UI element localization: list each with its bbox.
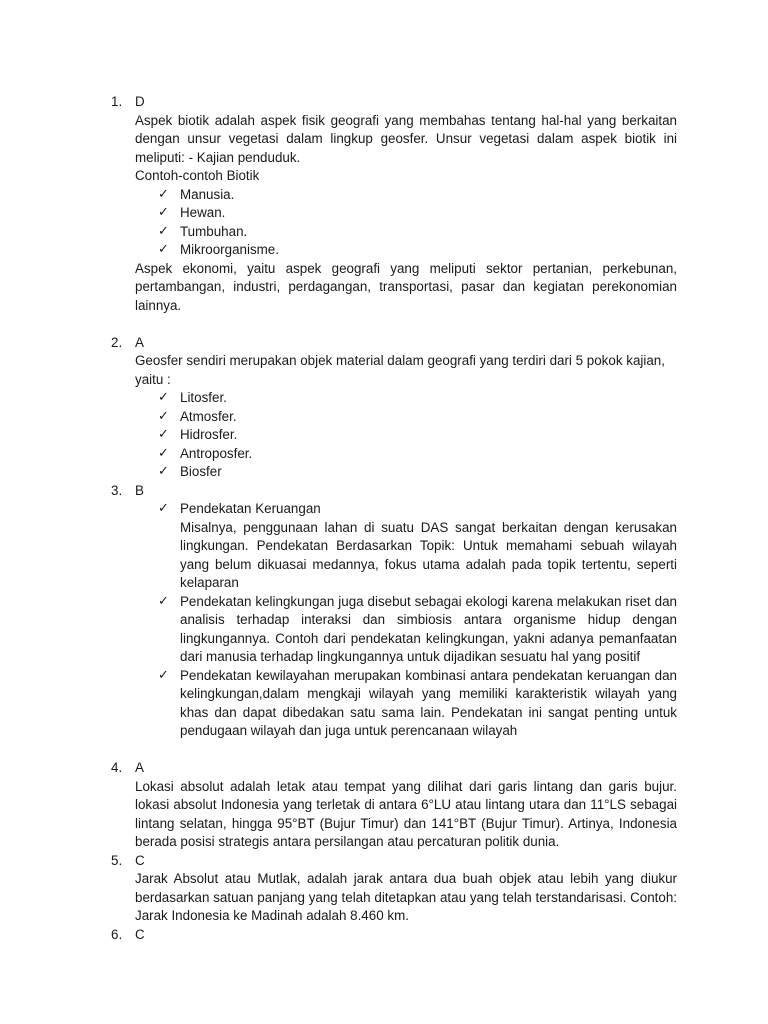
checkmark-icon: ✓ <box>158 223 169 239</box>
checkmark-icon: ✓ <box>158 501 169 516</box>
examples-heading: Contoh-contoh Biotik <box>135 168 260 183</box>
list-item <box>158 500 677 593</box>
approach-title: Pendekatan Keruangan <box>180 501 321 516</box>
item-number: 2. <box>111 334 123 350</box>
answer-letter: A <box>135 334 144 350</box>
checkmark-icon: ✓ <box>158 390 169 405</box>
approach-list <box>135 500 677 741</box>
list-item: ✓ Mikroorganisme. <box>180 241 677 260</box>
list-item: ✓ Atmosfer. <box>180 408 677 427</box>
checkmark-icon: ✓ <box>158 667 169 683</box>
explanation-paragraph: Jarak Absolut atau Mutlak, adalah jarak antara dua buah objek atau lebih yang diukur berdasarkan satuan panjang yang telah ditetapkan atau yang telah terstandarisasi. Contoh: Jarak Indonesia ke Madinah adalah 8.460 km. <box>135 871 677 923</box>
checkmark-icon: ✓ <box>158 408 169 424</box>
answer-item-1 <box>111 93 677 315</box>
answer-letter: D <box>135 94 145 109</box>
list-item <box>158 593 677 667</box>
checkmark-icon: ✓ <box>158 186 169 202</box>
item-number: 5. <box>111 852 123 868</box>
checkmark-icon: ✓ <box>158 593 169 609</box>
answer-item-5 <box>111 852 677 926</box>
answer-item-4 <box>111 759 677 852</box>
answer-letter: A <box>135 760 144 775</box>
checkmark-icon: ✓ <box>158 445 169 461</box>
list-item: ✓ Antroposfer. <box>180 445 677 464</box>
answer-item-2 <box>111 334 677 482</box>
list-item <box>158 667 677 741</box>
list-item: ✓ Hewan. <box>180 204 677 223</box>
list-item: ✓ Hidrosfer. <box>180 426 677 445</box>
answer-letter: C <box>135 926 145 942</box>
checklist <box>135 186 677 260</box>
list-item: ✓ Litosfer. <box>180 389 677 408</box>
list-item: ✓ Manusia. <box>180 186 677 205</box>
answer-letter: B <box>135 482 144 498</box>
answer-key-list <box>111 93 677 944</box>
list-item: ✓ Tumbuhan. <box>180 223 677 242</box>
checkmark-icon: ✓ <box>158 464 169 479</box>
answer-item-3 <box>111 482 677 741</box>
checkmark-icon: ✓ <box>158 205 169 220</box>
item-number: 6. <box>111 926 123 942</box>
answer-item-6 <box>111 926 677 945</box>
answer-letter: C <box>135 852 145 868</box>
approach-text: Misalnya, penggunaan lahan di suatu DAS sangat berkaitan dengan kerusakan lingkungan. Pendekatan Berdasarkan Topik: Untuk memahami sebuah wilayah yang belum dikuasai medannya, fokus utama adalah pada topik tertentu, seperti kelaparan <box>180 519 677 590</box>
explanation-paragraph: Geosfer sendiri merupakan objek material dalam geografi yang terdiri dari 5 pokok kajian, yaitu : <box>135 353 665 387</box>
item-number: 4. <box>111 760 123 775</box>
item-number: 3. <box>111 482 123 498</box>
explanation-paragraph: Lokasi absolut adalah letak atau tempat yang dilihat dari garis lintang dan garis bujur. lokasi absolut Indonesia yang terletak di antara 6°LU atau lintang utara dan 11°LS sebagai lintang selatan, hingga 95°BT (Bujur Timur) dan 141°BT (Bujur Timur). Artinya, Indonesia berada posisi strategis antara persilangan atau percaturan politik dunia. <box>135 778 677 849</box>
approach-text: Pendekatan kelingkungan juga disebut sebagai ekologi karena melakukan riset dan analisis terhadap interaksi dan simbiosis antara organisme hidup dengan lingkungannya. Contoh dari pendekatan kelingkungan, yakni adanya pemanfaatan dari manusia terhadap lingkungannya untuk dijadikan sesuatu hal yang positif <box>180 593 677 664</box>
explanation-paragraph: Aspek biotik adalah aspek fisik geografi yang membahas tentang hal-hal yang berkaitan dengan unsur vegetasi dalam lingkup geosfer. Unsur vegetasi dalam aspek biotik ini meliputi: - Kajian penduduk. <box>135 112 677 165</box>
checklist <box>135 389 677 482</box>
item-number: 1. <box>111 94 123 109</box>
explanation-paragraph: Aspek ekonomi, yaitu aspek geografi yang meliputi sektor pertanian, perkebunan, pertambangan, industri, perdagangan, transportasi, pasar dan kegiatan perekonomian lainnya. <box>135 260 677 313</box>
approach-text: Pendekatan kewilayahan merupakan kombinasi antara pendekatan keruangan dan kelingkungan,dalam mengkaji wilayah yang memiliki karakteristik wilayah yang khas dan dapat dibedakan satu sama lain. Pendekatan ini sangat penting untuk pendugaan wilayah dan juga untuk perencanaan wilayah <box>180 667 677 738</box>
list-item: ✓ Biosfer <box>180 463 677 482</box>
checkmark-icon: ✓ <box>158 427 169 442</box>
checkmark-icon: ✓ <box>158 242 169 257</box>
